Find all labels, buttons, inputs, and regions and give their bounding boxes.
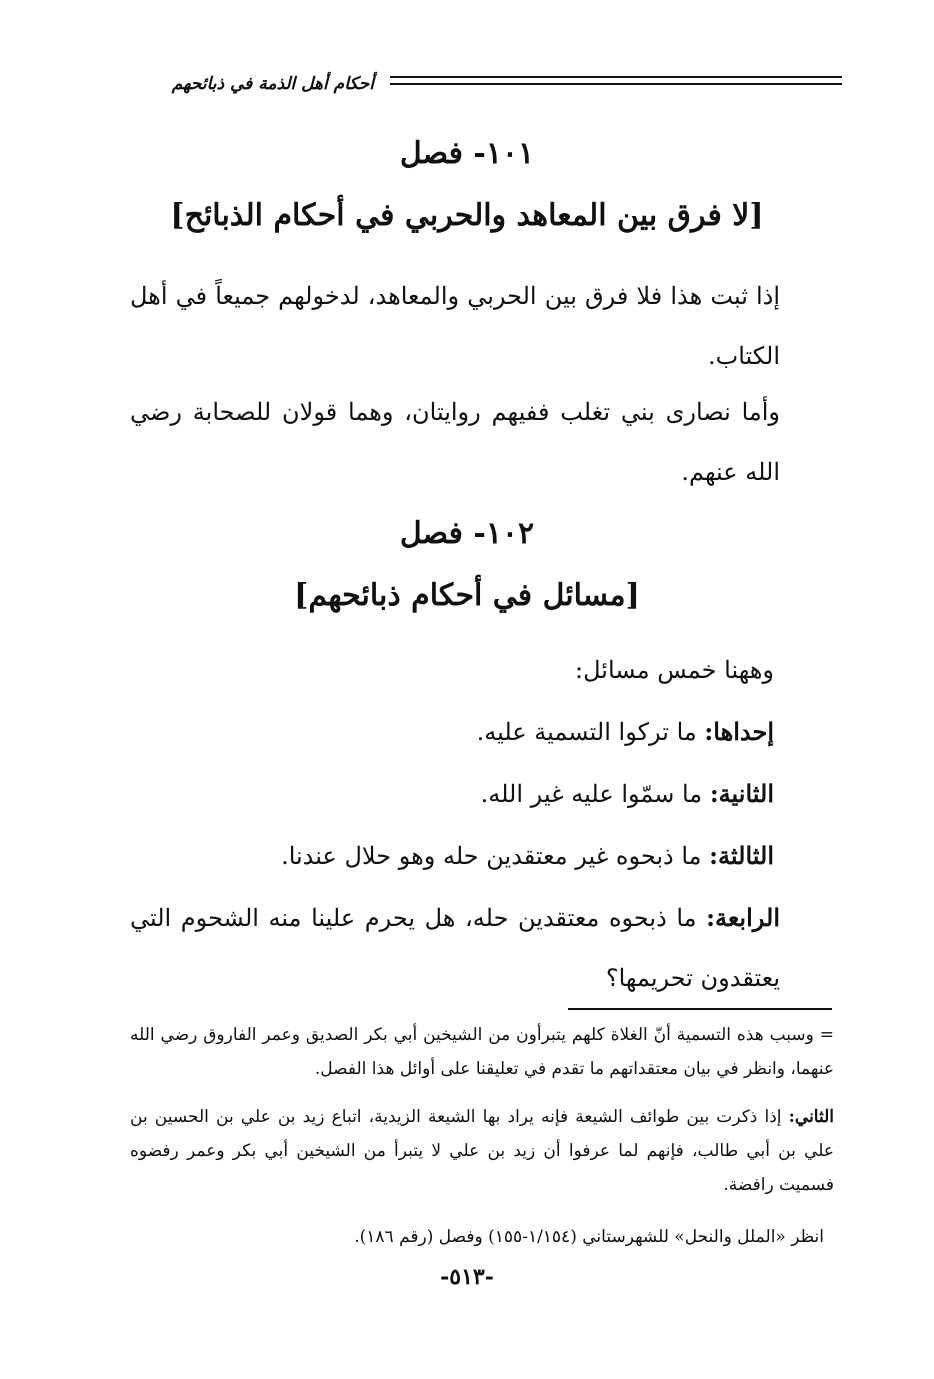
footnote-second bbox=[130, 1100, 834, 1202]
section-101-subheading: [لا فرق بين المعاهد والحربي في أحكام الذبائح] bbox=[170, 198, 764, 233]
issue-text-2: ما سمّوا عليه غير الله. bbox=[480, 780, 703, 808]
issue-item-3 bbox=[124, 826, 774, 886]
header-rule-bottom bbox=[390, 83, 842, 85]
issue-label-2: الثانية: bbox=[709, 779, 774, 808]
running-header-title: أحكام أهل الذمة في ذبائحهم bbox=[171, 74, 374, 94]
issue-item-4 bbox=[130, 888, 780, 1008]
footnote-continuation: = وسبب هذه التسمية أنّ الغلاة كلهم يتبرأون من الشيخين أبي بكر الصديق وعمر الفاروق رضي الله عنهما، وانظر في بيان معتقداتهم ما تقدم في تعليقنا على أوائل هذا الفصل. bbox=[130, 1025, 834, 1079]
page-number: -٥١٣- bbox=[440, 1264, 494, 1290]
section-102-intro: وههنا خمس مسائل: bbox=[575, 656, 774, 684]
issue-text-4: ما ذبحوه معتقدين حله، هل يحرم علينا منه الشحوم التي يعتقدون تحريمها؟ bbox=[130, 904, 780, 992]
section-102-subheading: [مسائل في أحكام ذبائحهم] bbox=[294, 578, 640, 613]
footnote-source: انظر «الملل والنحل» للشهرستاني (١/١٥٤-١٥٥) وفصل (رقم ١٨٦). bbox=[354, 1227, 824, 1247]
footnote-second-label: الثاني: bbox=[788, 1107, 835, 1127]
header-rule-top bbox=[390, 76, 842, 78]
issue-label-4: الرابعة: bbox=[706, 903, 780, 932]
section-101-heading: ١٠١- فصل bbox=[399, 136, 535, 171]
issue-item-2 bbox=[124, 764, 774, 824]
issue-label-3: الثالثة: bbox=[709, 841, 774, 870]
footnote-separator bbox=[568, 1008, 832, 1010]
section-101-paragraph-2: وأما نصارى بني تغلب ففيهم روايتان، وهما قولان للصحابة رضي الله عنهم. bbox=[130, 398, 780, 486]
section-101-paragraph-1: إذا ثبت هذا فلا فرق بين الحربي والمعاهد، لدخولهم جميعاً في أهل الكتاب. bbox=[130, 282, 780, 370]
section-102-heading: ١٠٢- فصل bbox=[399, 516, 535, 551]
issue-label-1: إحداها: bbox=[704, 717, 774, 746]
footnote-second-text: إذا ذكرت بين طوائف الشيعة فإنه يراد بها الشيعة الزيدية، اتباع زيد بن علي بن الحسين بن علي بن أبي طالب، فإنهم لما عرفوا أن زيد بن علي لا يتبرأ من الشيخين أبي بكر وعمر رفضوه فسميت رافضة. bbox=[130, 1107, 834, 1195]
issue-text-3: ما ذبحوه غير معتقدين حله وهو حلال عندنا. bbox=[281, 842, 702, 870]
issue-text-1: ما تركوا التسمية عليه. bbox=[476, 718, 697, 746]
issue-item-1 bbox=[124, 702, 774, 762]
